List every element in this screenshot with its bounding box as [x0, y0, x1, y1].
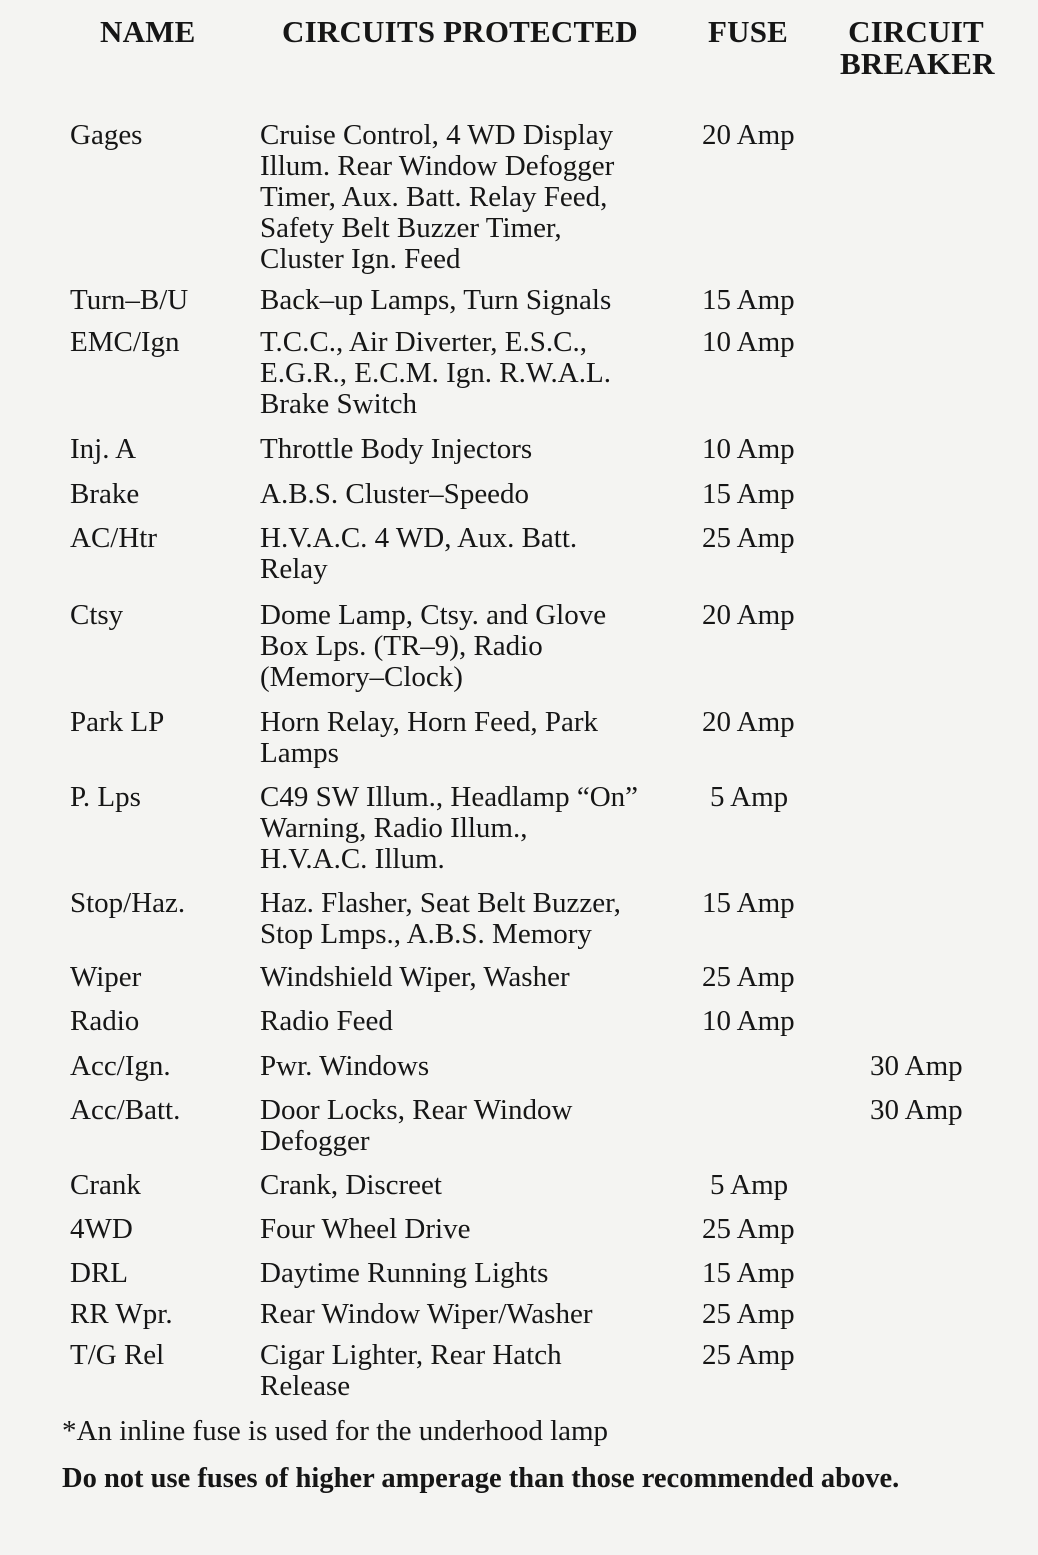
fuse-rating: 20 Amp — [702, 119, 795, 151]
circuits-line: Radio Feed — [260, 1005, 393, 1037]
circuits-line: Haz. Flasher, Seat Belt Buzzer, — [260, 887, 621, 919]
circuits-protected — [260, 707, 680, 769]
fuse-name: P. Lps — [70, 781, 141, 813]
circuits-line: Box Lps. (TR–9), Radio — [260, 630, 543, 662]
circuits-line: Release — [260, 1370, 351, 1402]
fuse-name: T/G Rel — [70, 1339, 165, 1371]
circuits-line: E.G.R., E.C.M. Ign. R.W.A.L. — [260, 357, 611, 389]
circuits-protected — [260, 1006, 680, 1037]
circuits-line: Safety Belt Buzzer Timer, — [260, 212, 562, 244]
circuits-line: Stop Lmps., A.B.S. Memory — [260, 918, 592, 950]
circuits-line: Windshield Wiper, Washer — [260, 961, 570, 993]
circuits-line: Back–up Lamps, Turn Signals — [260, 284, 612, 316]
circuits-line: A.B.S. Cluster–Speedo — [260, 478, 530, 510]
circuits-line: H.V.A.C. Illum. — [260, 843, 445, 875]
circuits-line: Brake Switch — [260, 388, 418, 420]
header-name: NAME — [100, 14, 196, 49]
fuse-rating: 15 Amp — [702, 284, 795, 316]
header-circuit-breaker-line1: CIRCUIT — [848, 14, 984, 49]
fuse-rating: 5 Amp — [710, 781, 789, 813]
circuits-line: Rear Window Wiper/Washer — [260, 1298, 593, 1330]
circuits-protected — [260, 479, 680, 510]
circuits-protected — [260, 434, 680, 465]
fuse-rating: 10 Amp — [702, 326, 795, 358]
fuse-rating: 15 Amp — [702, 478, 795, 510]
fuse-name: DRL — [70, 1257, 128, 1289]
circuits-line: Warning, Radio Illum., — [260, 812, 528, 844]
circuits-line: Throttle Body Injectors — [260, 433, 533, 465]
circuits-line: Horn Relay, Horn Feed, Park — [260, 706, 598, 738]
fuse-name: Brake — [70, 478, 140, 510]
circuits-line: Illum. Rear Window Defogger — [260, 150, 615, 182]
circuits-line: Four Wheel Drive — [260, 1213, 471, 1245]
circuits-protected — [260, 782, 680, 875]
fuse-rating: 20 Amp — [702, 599, 795, 631]
fuse-name: EMC/Ign — [70, 326, 180, 358]
fuse-name: Turn–B/U — [70, 284, 189, 316]
fuse-name: Park LP — [70, 706, 165, 738]
circuits-protected — [260, 962, 680, 993]
circuits-protected — [260, 888, 680, 950]
circuits-protected — [260, 523, 680, 585]
circuits-line: T.C.C., Air Diverter, E.S.C., — [260, 326, 587, 358]
circuits-line: Cruise Control, 4 WD Display — [260, 119, 614, 151]
circuits-protected — [260, 1258, 680, 1289]
circuit-breaker-rating: 30 Amp — [870, 1050, 963, 1082]
fuse-rating: 25 Amp — [702, 1298, 795, 1330]
circuits-line: H.V.A.C. 4 WD, Aux. Batt. — [260, 522, 578, 554]
header-circuits-protected: CIRCUITS PROTECTED — [282, 14, 638, 49]
fuse-rating: 15 Amp — [702, 887, 795, 919]
fuse-rating: 25 Amp — [702, 1339, 795, 1371]
circuits-line: Crank, Discreet — [260, 1169, 442, 1201]
circuits-line: Cluster Ign. Feed — [260, 243, 461, 275]
circuits-protected — [260, 1095, 680, 1157]
circuit-breaker-rating: 30 Amp — [870, 1094, 963, 1126]
fuse-rating: 25 Amp — [702, 522, 795, 554]
circuits-protected — [260, 285, 680, 316]
fuse-name: Crank — [70, 1169, 141, 1201]
circuits-line: Defogger — [260, 1125, 370, 1157]
fuse-rating: 5 Amp — [710, 1169, 789, 1201]
fuse-rating: 25 Amp — [702, 961, 795, 993]
fuse-rating: 20 Amp — [702, 706, 795, 738]
circuits-line: Relay — [260, 553, 328, 585]
circuits-line: C49 SW Illum., Headlamp “On” — [260, 781, 639, 813]
circuits-line: Dome Lamp, Ctsy. and Glove — [260, 599, 607, 631]
footnote: *An inline fuse is used for the underhood lamp — [62, 1415, 609, 1447]
circuits-line: Timer, Aux. Batt. Relay Feed, — [260, 181, 608, 213]
circuits-protected — [260, 600, 680, 693]
circuits-protected — [260, 1214, 680, 1245]
circuits-line: (Memory–Clock) — [260, 661, 463, 693]
header-circuit-breaker — [840, 14, 995, 81]
fuse-name: Stop/Haz. — [70, 887, 186, 919]
circuits-protected — [260, 1051, 680, 1082]
fuse-rating: 10 Amp — [702, 433, 795, 465]
fuse-name: Acc/Ign. — [70, 1050, 171, 1082]
fuse-name: Inj. A — [70, 433, 137, 465]
fuse-name: Radio — [70, 1005, 140, 1037]
fuse-name: Ctsy — [70, 599, 124, 631]
warning-text: Do not use fuses of higher amperage than those recommended above. — [62, 1463, 900, 1494]
circuits-protected — [260, 1340, 680, 1402]
circuits-protected — [260, 327, 680, 420]
circuits-protected — [260, 1170, 680, 1201]
fuse-rating: 10 Amp — [702, 1005, 795, 1037]
fuse-name: Wiper — [70, 961, 142, 993]
fuse-rating: 15 Amp — [702, 1257, 795, 1289]
circuits-line: Daytime Running Lights — [260, 1257, 549, 1289]
fuse-name: Acc/Batt. — [70, 1094, 181, 1126]
circuits-line: Cigar Lighter, Rear Hatch — [260, 1339, 562, 1371]
header-fuse: FUSE — [708, 14, 789, 49]
fuse-name: Gages — [70, 119, 143, 151]
fuse-name: AC/Htr — [70, 522, 157, 554]
circuits-line: Door Locks, Rear Window — [260, 1094, 573, 1126]
fuse-rating: 25 Amp — [702, 1213, 795, 1245]
circuits-protected — [260, 120, 680, 275]
circuits-protected — [260, 1299, 680, 1330]
circuits-line: Pwr. Windows — [260, 1050, 430, 1082]
fuse-name: RR Wpr. — [70, 1298, 173, 1330]
fuse-name: 4WD — [70, 1213, 133, 1245]
circuits-line: Lamps — [260, 737, 339, 769]
header-circuit-breaker-line2: BREAKER — [840, 46, 995, 81]
